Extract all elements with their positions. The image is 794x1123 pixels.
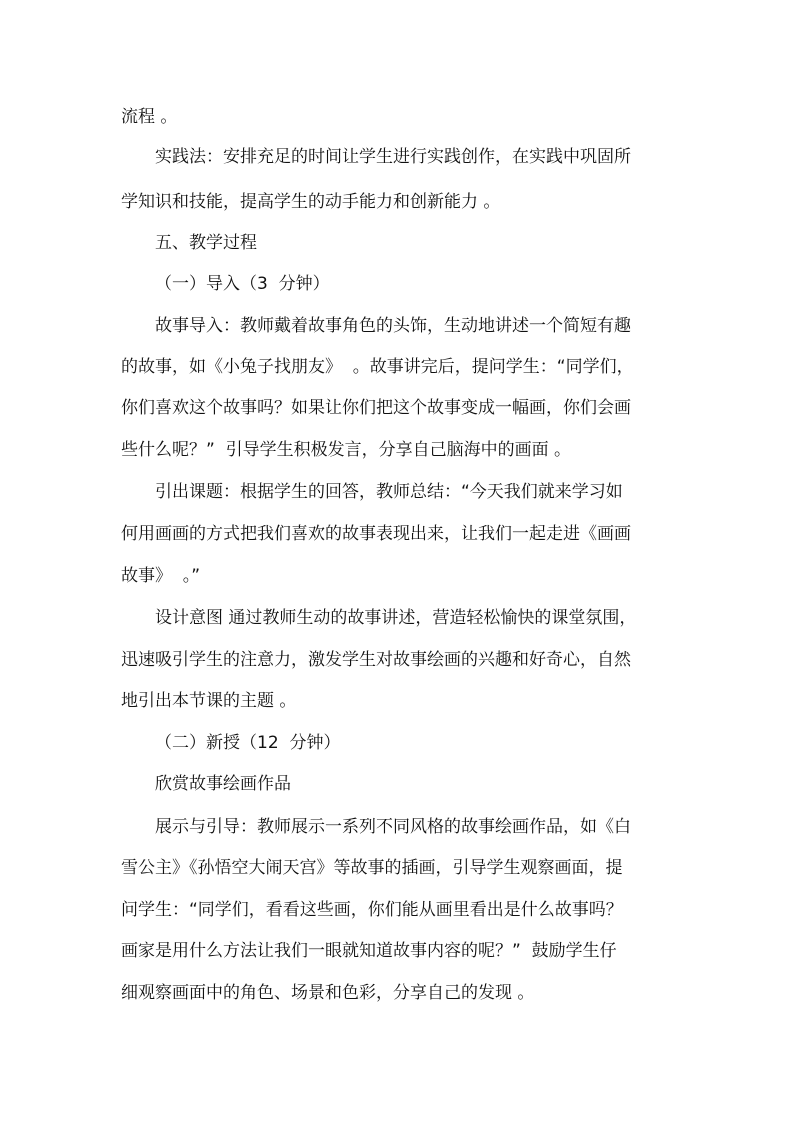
text-line: 实践法：安排充足的时间让学生进行实践创作，在实践中巩固所 xyxy=(155,147,631,167)
text-line: 设计意图 通过教师生动的故事讲述，营造轻松愉快的课堂氛围， xyxy=(155,608,637,628)
text-line: 展示与引导：教师展示一系列不同风格的故事绘画作品，如《白 xyxy=(155,817,631,837)
text-line: 些什么呢？” 引导学生积极发言，分享自己脑海中的画面 。 xyxy=(121,440,572,460)
section-heading: 五、教学过程 xyxy=(155,233,257,253)
text-line: 迅速吸引学生的注意力，激发学生对故事绘画的兴趣和好奇心，自然 xyxy=(121,650,631,670)
text-line: 学知识和技能，提高学生的动手能力和创新能力 。 xyxy=(121,192,501,212)
text-line: 欣赏故事绘画作品 xyxy=(155,774,291,794)
subsection-heading: （二）新授（12 分钟） xyxy=(155,733,341,753)
subsection-heading: （一）导入（3 分钟） xyxy=(155,274,330,294)
text-line: 你们喜欢这个故事吗？如果让你们把这个故事变成一幅画，你们会画 xyxy=(121,398,631,418)
text-line: 故事导入：教师戴着故事角色的头饰，生动地讲述一个简短有趣 xyxy=(155,316,631,336)
text-line: 的故事，如《小兔子找朋友》 。故事讲完后，提问学生：“同学们， xyxy=(121,357,634,377)
text-line: 引出课题：根据学生的回答，教师总结：“今天我们就来学习如 xyxy=(155,482,623,502)
text-line: 流程 。 xyxy=(121,107,178,127)
text-line: 何用画画的方式把我们喜欢的故事表现出来，让我们一起走进《画画 xyxy=(121,524,631,544)
text-line: 问学生：“同学们，看看这些画，你们能从画里看出是什么故事吗？ xyxy=(121,900,623,920)
text-line: 地引出本节课的主题 。 xyxy=(121,691,297,711)
text-line: 细观察画面中的角色、场景和色彩，分享自己的发现 。 xyxy=(121,983,535,1003)
text-line: 故事》 。” xyxy=(121,566,201,586)
text-line: 画家是用什么方法让我们一眼就知道故事内容的呢？” 鼓励学生仔 xyxy=(121,941,617,961)
text-line: 雪公主》《孙悟空大闹天宫》等故事的插画，引导学生观察画面，提 xyxy=(121,858,623,878)
